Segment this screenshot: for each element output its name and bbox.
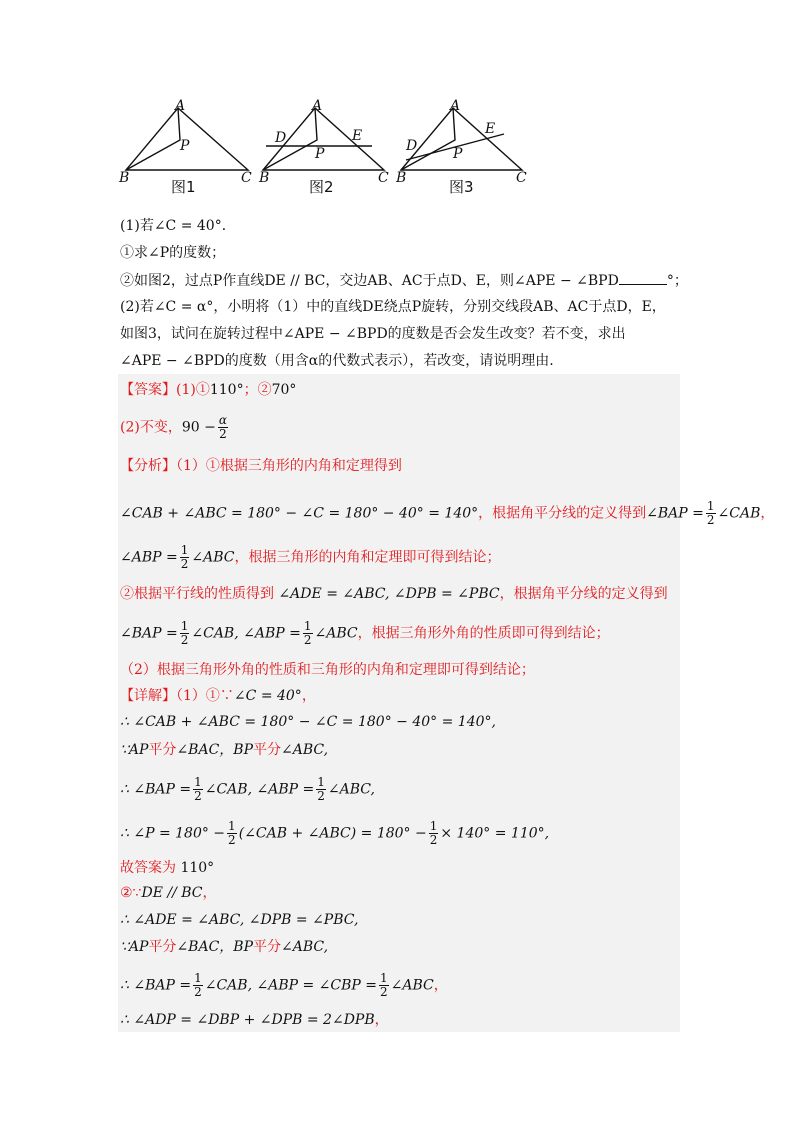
fig2-label-b: B <box>259 170 270 186</box>
fraction <box>316 776 326 803</box>
fig1-caption: 图1 <box>171 178 196 196</box>
fraction-num: 1 <box>380 971 388 985</box>
analysis-l5-red: ，根据三角形外角的性质即可得到结论； <box>357 625 610 642</box>
detail-d9-e: ∠ABC, <box>281 939 329 955</box>
answer-1-value2: 70° <box>271 382 297 398</box>
fig2-label-c: C <box>378 170 389 186</box>
fraction-num: 1 <box>317 775 325 789</box>
detail-d9-d: 平分 <box>253 939 281 955</box>
fig3-caption: 图3 <box>449 178 474 196</box>
detail-line9 <box>120 937 328 957</box>
analysis-l2-math2: ∠BAP = <box>646 505 704 522</box>
detail-line10 <box>120 972 448 999</box>
detail-d10-a: ∴ ∠BAP = <box>120 977 192 994</box>
fraction <box>227 820 237 847</box>
detail-line6 <box>120 858 214 878</box>
analysis-l5-math3: ∠ABC <box>314 625 358 642</box>
analysis-line1 <box>120 456 402 476</box>
detail-d9-c: ∠BAC，BP <box>176 939 253 955</box>
detail-d7-end: ， <box>202 885 217 901</box>
fraction <box>429 820 439 847</box>
analysis-l2-math3: ∠CAB <box>717 505 761 522</box>
fig3-label-e: E <box>485 121 496 137</box>
answer-line1 <box>120 380 296 400</box>
answer-tag: 【答案】 <box>120 382 176 398</box>
fraction <box>218 414 228 441</box>
detail-line1 <box>120 686 316 706</box>
analysis-line3 <box>120 544 500 571</box>
detail-d10-c: ∠ABC <box>390 977 434 994</box>
detail-d5-d: × 140° = 110°, <box>440 825 550 842</box>
analysis-l5-math: ∠BAP = <box>120 625 178 642</box>
answer-2-int: 90 − <box>181 419 216 436</box>
answer-blank <box>619 270 667 285</box>
fig2-label-a: A <box>312 98 323 114</box>
fraction-num: 1 <box>194 971 202 985</box>
detail-d3-e: ∠ABC, <box>281 742 329 758</box>
fraction-num: 1 <box>180 619 189 633</box>
fraction <box>180 620 190 647</box>
fraction-den: 2 <box>380 985 388 999</box>
fig2-label-d: D <box>275 130 287 146</box>
fraction-den: 2 <box>219 427 227 441</box>
detail-line11 <box>120 1010 389 1030</box>
fraction-num: 1 <box>303 619 312 633</box>
fig3-label-d: D <box>406 138 418 154</box>
question-part1-2-unit: °； <box>666 273 688 289</box>
detail-d9-b: 平分 <box>148 939 177 955</box>
analysis-l2-end: ， <box>760 505 775 522</box>
fig2-label-e: E <box>352 128 363 144</box>
fraction <box>706 500 716 527</box>
fraction-den: 2 <box>180 633 189 647</box>
analysis-line4 <box>120 584 668 604</box>
analysis-l3-math2: ∠ABC <box>191 549 235 566</box>
fraction-den: 2 <box>194 985 202 999</box>
detail-d1-math: ∠C = 40° <box>233 688 302 704</box>
fig2-caption: 图2 <box>309 178 334 196</box>
answer-1-sep: ；② <box>243 382 272 398</box>
detail-d7-red: ②∵ <box>120 885 142 901</box>
question-part1-2 <box>120 270 688 291</box>
fraction <box>193 972 203 999</box>
detail-d7-math: DE // BC <box>141 885 203 901</box>
fraction-num: 1 <box>706 499 715 513</box>
question-part1-2-text: ②如图2，过点P作直线DE // BC，交边AB、AC于点D、E，则∠APE − ∠BPD <box>120 273 619 289</box>
detail-tag: 【详解】 <box>120 688 176 704</box>
fraction <box>193 776 203 803</box>
fraction-den: 2 <box>194 789 202 803</box>
fraction-num: 1 <box>429 819 438 833</box>
analysis-l3-math: ∠ABP = <box>120 549 178 566</box>
detail-d5-a: ∴ ∠P = 180° − <box>120 825 226 842</box>
fig1-label-c: C <box>241 170 252 186</box>
question-part1: (1)若∠C = 40°． <box>120 218 236 234</box>
analysis-l4-red2: ，根据角平分线的定义得到 <box>499 586 668 602</box>
analysis-l4-math: ∠ADE = ∠ABC, ∠DPB = ∠PBC <box>278 586 500 602</box>
detail-d5-b: (∠CAB + ∠ABC) <box>238 825 357 842</box>
fraction-den: 2 <box>228 833 236 847</box>
detail-d6-val: 110° <box>180 860 215 876</box>
question-part2-line3: ∠APE − ∠BPD的度数（用含α的代数式表示），若改变，请说明理由. <box>120 353 554 369</box>
fig3-label-c: C <box>516 170 527 186</box>
fig1-label-a: A <box>175 98 186 114</box>
question-part2-line2: 如图3，试问在旋转过程中∠APE − ∠BPD的度数是否会发生改变？若不变，求出 <box>120 326 626 342</box>
detail-d3-a: ∵AP <box>120 742 149 758</box>
fraction-den: 2 <box>429 833 438 847</box>
analysis-tag: 【分析】 <box>120 458 176 474</box>
detail-d4-c: ∠ABC, <box>327 781 375 798</box>
fraction-den: 2 <box>706 513 715 527</box>
fraction-den: 2 <box>180 557 189 571</box>
fraction-num: α <box>218 413 227 427</box>
fraction <box>303 620 313 647</box>
fraction-den: 2 <box>303 633 312 647</box>
analysis-l5-math2: ∠CAB, ∠ABP = <box>191 625 301 642</box>
fraction-den: 2 <box>317 789 325 803</box>
fig3-label-b: B <box>396 170 407 186</box>
analysis-line5 <box>120 620 610 647</box>
detail-d10-b: ∠CAB, ∠ABP = ∠CBP = <box>204 977 377 994</box>
detail-line7 <box>120 883 217 903</box>
fig3-label-a: A <box>450 98 461 114</box>
detail-d1-end: ， <box>301 688 316 704</box>
fraction <box>379 972 389 999</box>
detail-line4 <box>120 776 375 803</box>
question-part1-1: ①求∠P的度数； <box>120 245 226 261</box>
fig1-label-p: P <box>180 138 190 154</box>
analysis-line6: （2）根据三角形外角的性质和三角形的内角和定理即可得到结论； <box>120 662 535 678</box>
detail-d6-red: 故答案为 <box>120 860 176 876</box>
detail-d11-end: ， <box>374 1012 389 1028</box>
answer-2-prefix: (2)不变， <box>120 419 182 436</box>
fraction-num: 1 <box>180 543 189 557</box>
detail-d4-b: ∠CAB, ∠ABP = <box>204 781 315 798</box>
answer-1-value: 110° <box>209 382 244 398</box>
analysis-l1: （1）①根据三角形的内角和定理得到 <box>176 458 402 474</box>
detail-d4-a: ∴ ∠BAP = <box>120 781 192 798</box>
fig1-label-b: B <box>119 170 130 186</box>
detail-d5-c: = 180° − <box>360 825 427 842</box>
analysis-l3-red: ，根据三角形的内角和定理即可得到结论； <box>234 549 501 566</box>
analysis-line2 <box>120 500 774 527</box>
fraction <box>180 544 190 571</box>
detail-d3-c: ∠BAC，BP <box>176 742 253 758</box>
answer-1-prefix: (1)① <box>176 382 210 398</box>
detail-line8: ∴ ∠ADE = ∠ABC, ∠DPB = ∠PBC, <box>120 912 359 928</box>
analysis-l2-red: ，根据角平分线的定义得到 <box>478 505 647 522</box>
analysis-l2-math: ∠CAB + ∠ABC = 180° − ∠C = 180° − 40° = 140° <box>120 505 479 522</box>
detail-d11: ∴ ∠ADP = ∠DBP + ∠DPB = 2∠DPB <box>120 1012 375 1028</box>
detail-line2: ∴ ∠CAB + ∠ABC = 180° − ∠C = 180° − 40° = 140°, <box>120 714 496 730</box>
detail-d3-b: 平分 <box>148 742 177 758</box>
fig3-label-p: P <box>453 146 463 162</box>
analysis-l4-red: ②根据平行线的性质得到 <box>120 586 274 602</box>
detail-d1-red: （1）①∵ <box>176 688 234 704</box>
detail-d9-a: ∵AP <box>120 939 149 955</box>
fraction-num: 1 <box>228 819 236 833</box>
detail-d3-d: 平分 <box>253 742 281 758</box>
question-part2-line1: (2)若∠C = α°，小明将（1）中的直线DE绕点P旋转，分别交线段AB、AC于点D，E， <box>120 299 666 315</box>
detail-line5 <box>120 820 549 847</box>
detail-d10-end: ， <box>433 977 448 994</box>
fig2-label-p: P <box>315 146 325 162</box>
fraction-num: 1 <box>194 775 202 789</box>
detail-line3 <box>120 740 328 760</box>
answer-line2 <box>120 414 230 441</box>
